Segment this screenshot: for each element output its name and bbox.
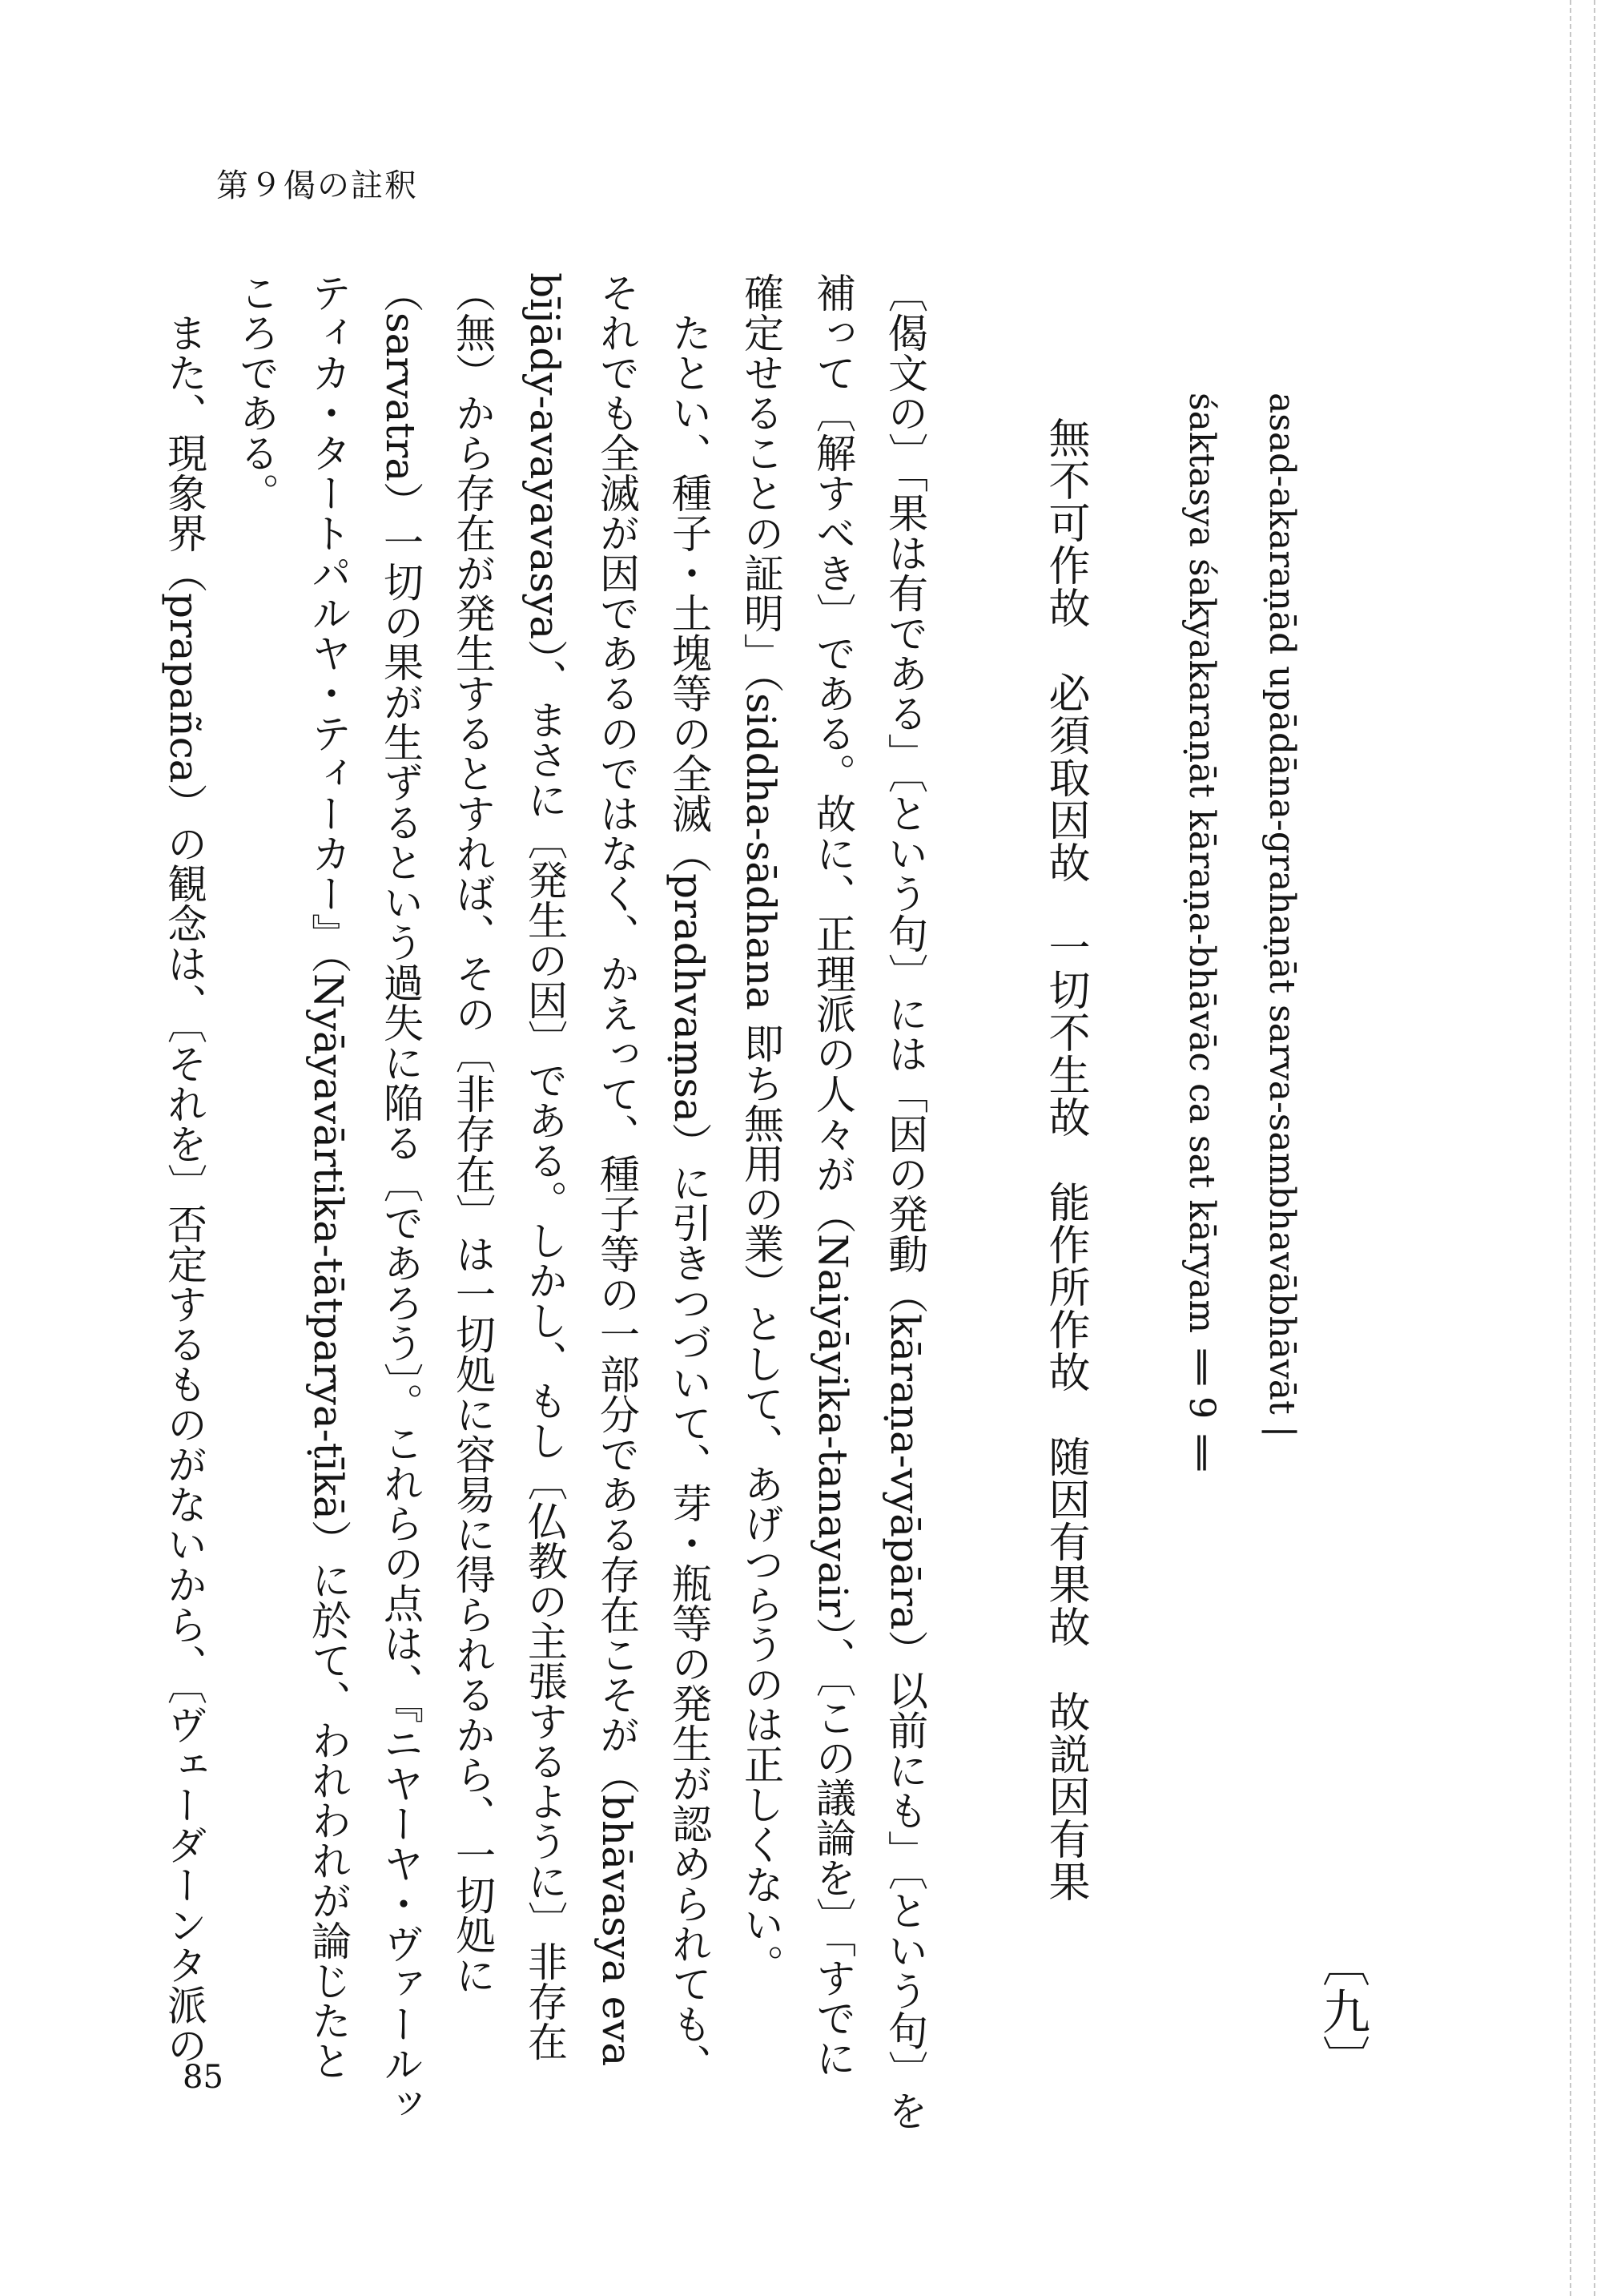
- commentary-line-3: 確定せることの証明」（siddha-sādhana 即ち無用の業）として、あげつらうのは正しくない。: [738, 272, 784, 1984]
- sanskrit-verse-line-2: śaktasya śakyakaraṇāt kāraṇa-bhāvāc ca sat kāryam ‖ 9 ‖: [1181, 393, 1222, 1472]
- scan-edge-mark: [1570, 0, 1571, 2296]
- commentary-line-6: bījādy-avayavasya）、まさに〔発生の因〕である。しかし、もし〔仏教の主張するように〕非存在: [521, 272, 568, 2062]
- verse-number-marker: 〔九〕: [1314, 1939, 1370, 2083]
- scan-edge-mark: [1594, 0, 1595, 2296]
- commentary-line-8: （sarvatra）一切の果が生ずるという過失に陥る〔であろう〕。これらの点は、『ニヤーヤ・ヴァールッ: [377, 272, 424, 2125]
- commentary-line-4: たとい、種子・土塊等の全滅（pradhvaṃsa）に引きつづいて、芽・瓶等の発生が認められても、: [666, 272, 712, 2084]
- commentary-line-9: ティカ・タートパルヤ・ティーカー』（Nyāyavārtika-tātparya-ṭīkā）に於て、われわれが論じたと: [305, 272, 352, 2080]
- running-head: 第９偈の註釈: [216, 167, 418, 204]
- chinese-verse-translation: 無不可作故 必須取因故 一切不生故 能作所作故 随因有果故 故説因有果: [1041, 417, 1089, 1903]
- page-number: 85: [183, 2059, 223, 2096]
- commentary-line-2: 補って〔解すべき〕である。故に、正理派の人々が（Naiyāyika-tanayair）、〔この議論を〕「すでに: [810, 272, 856, 2078]
- commentary-line-11: また、現象界（prapañca）の観念は、〔それを〕否定するものがないから、〔ヴェーダーンタ派の: [161, 272, 207, 2065]
- sanskrit-verse-line-1: asad-akaraṇād upādāna-grahaṇāt sarva-sambhavābhāvāt |: [1261, 393, 1302, 1438]
- commentary-line-7: （無）から存在が発生するとすれば、その〔非存在〕は一切処に容易に得られるから、一切処に: [449, 272, 496, 1995]
- commentary-line-10: ころである。: [233, 272, 280, 513]
- commentary-line-1: 〔偈文の〕「果は有である」〔という句〕には「因の発動（kāraṇa-vyāpāra）以前にも」〔という句〕を: [882, 272, 928, 2131]
- commentary-line-5: それでも全滅が因であるのではなく、かえって、種子等の一部分である存在こそが（bhāvasya eva: [593, 272, 640, 2067]
